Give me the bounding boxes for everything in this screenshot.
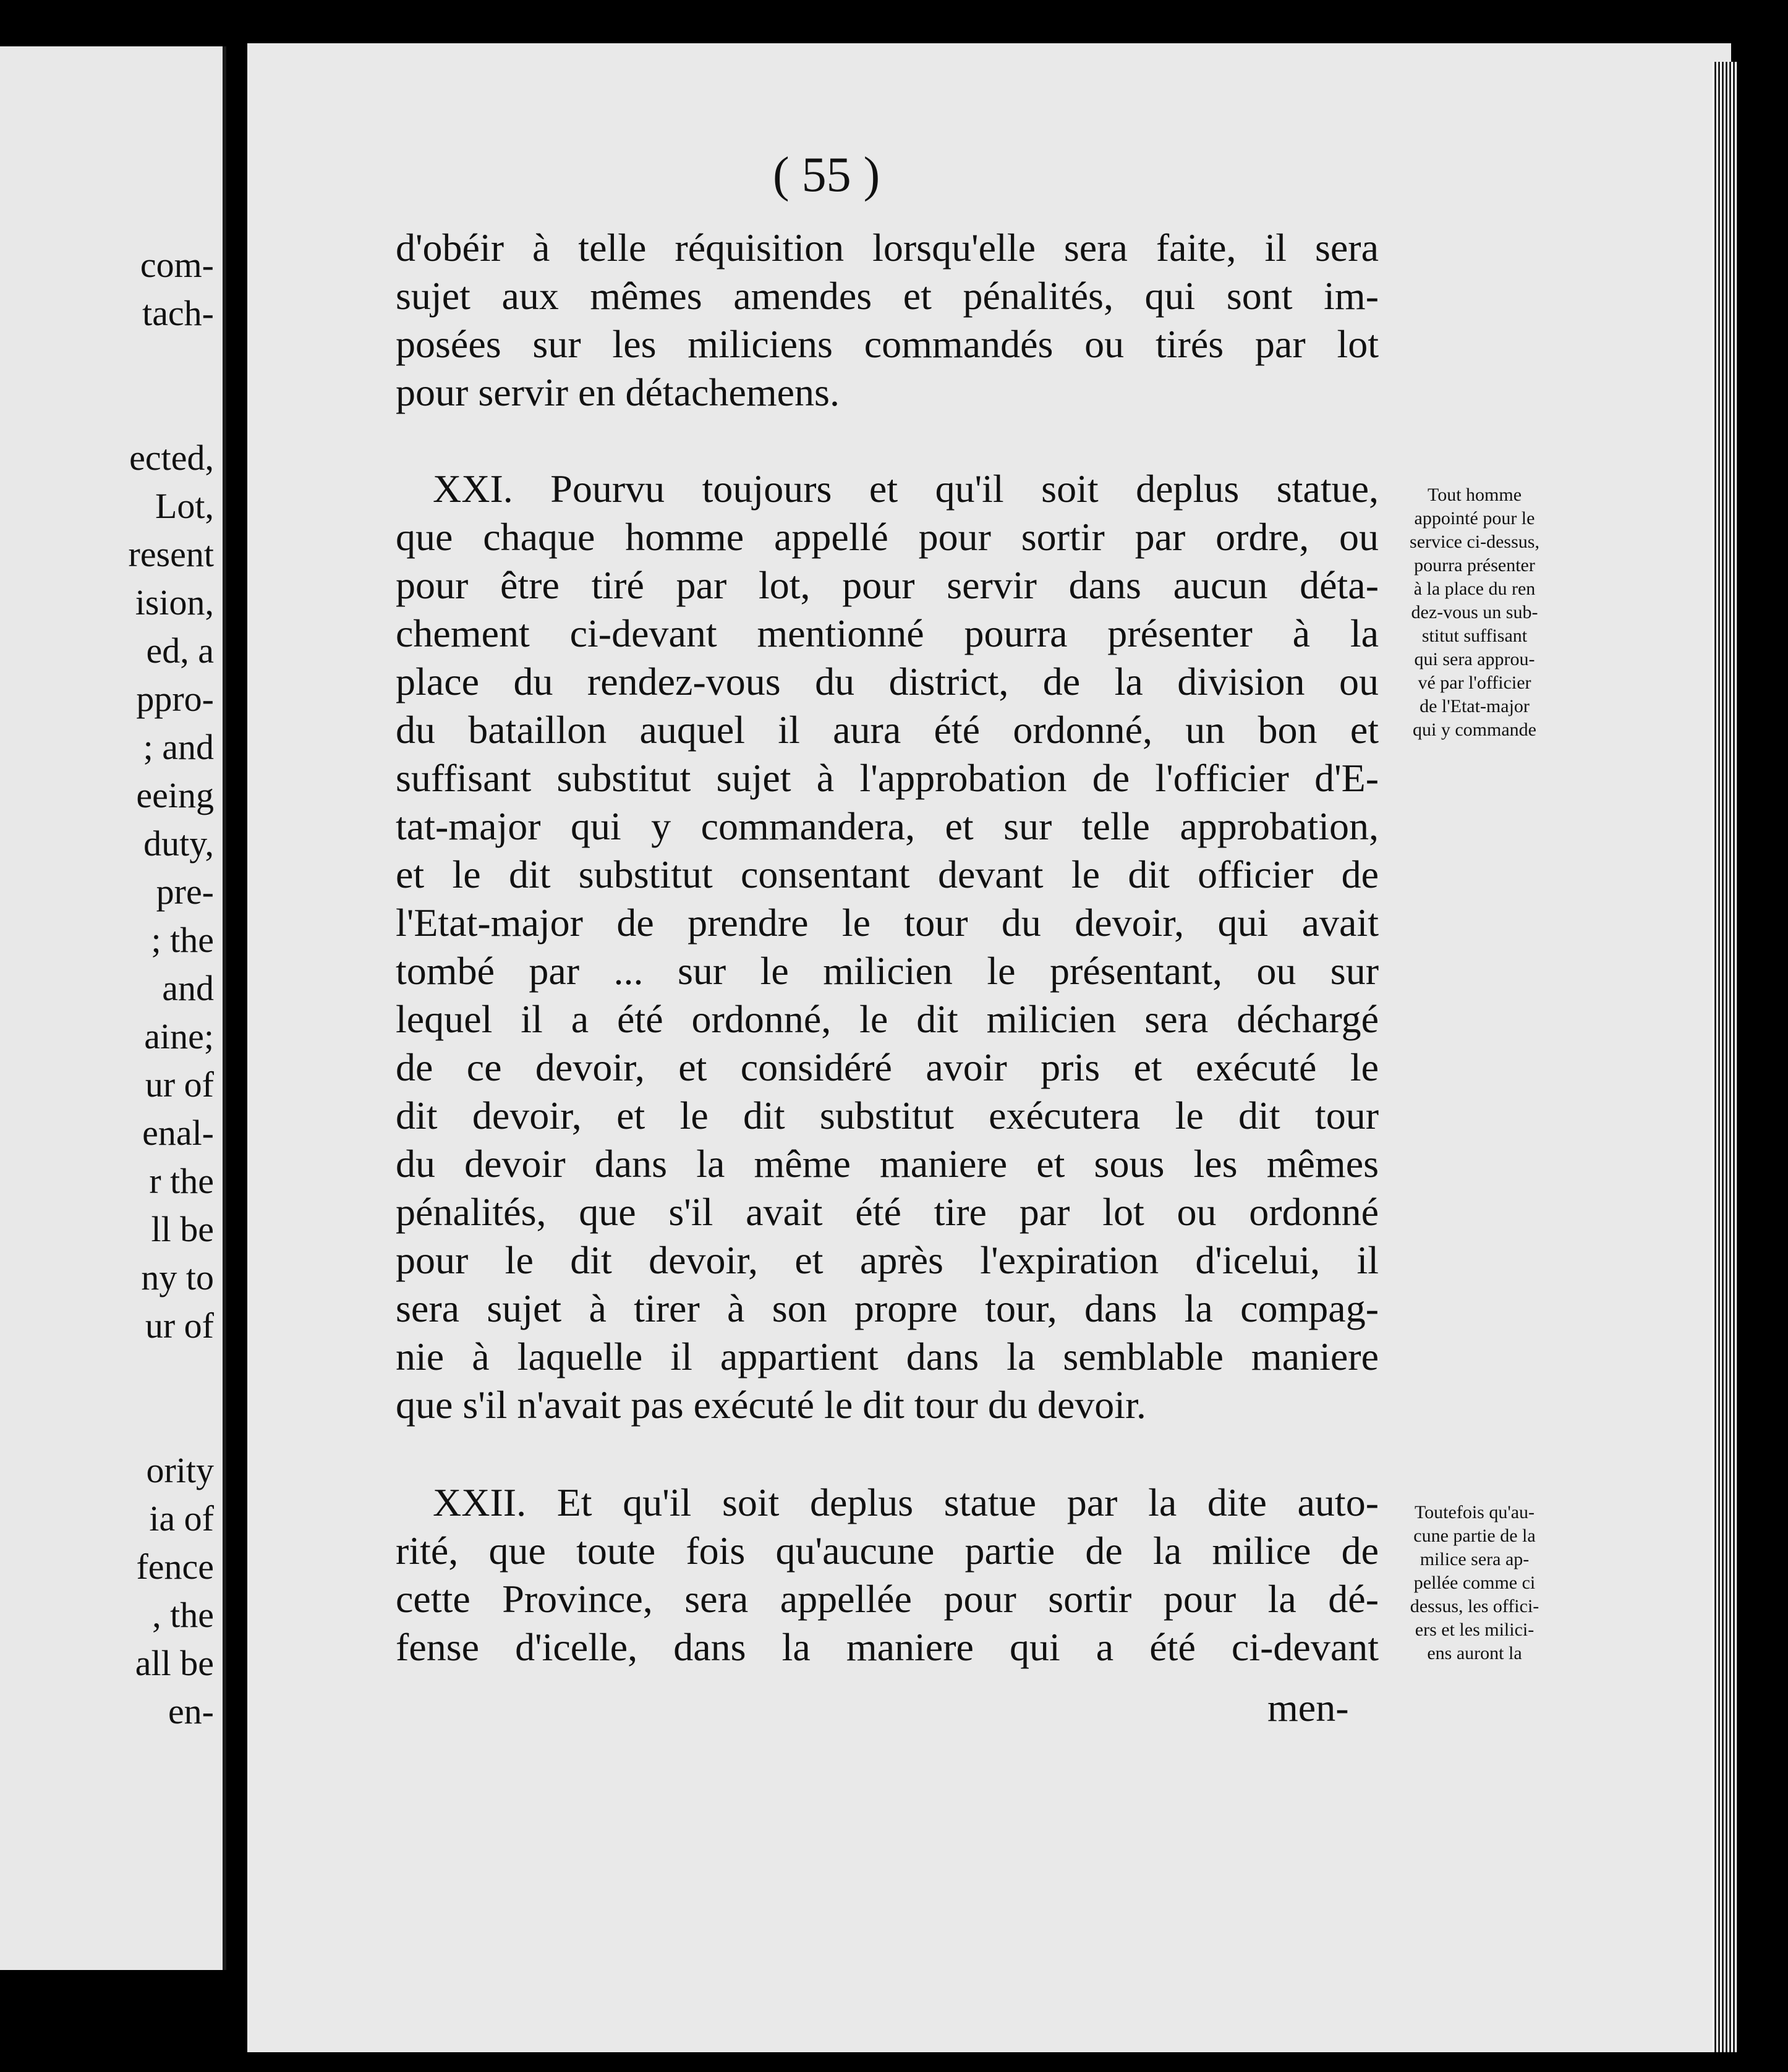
left-page-line: pre-: [156, 872, 214, 912]
marginal-note: [1379, 1501, 1570, 1665]
marginal-note-line: dessus, les offici-: [1410, 1596, 1539, 1616]
page-number: ( 55 ): [773, 148, 880, 202]
left-page-line: ed, a: [146, 631, 214, 671]
left-page-line: resent: [128, 534, 214, 574]
left-page-line: ur of: [145, 1306, 214, 1346]
left-page-line: ppro-: [136, 679, 214, 719]
text-line: du bataillon auquel il aura été ordonné, un bon et: [396, 708, 1379, 752]
left-page-line: fence: [136, 1547, 214, 1587]
text-line: sera sujet à tirer à son propre tour, dans la compag-: [396, 1286, 1379, 1330]
left-page-line: en-: [168, 1691, 214, 1731]
left-page-line: com-: [140, 245, 214, 285]
marginal-note-line: qui sera approu-: [1414, 649, 1535, 669]
text-line: XXI. Pourvu toujours et qu'il soit deplus statue,: [433, 467, 1379, 511]
left-page-line: , the: [152, 1595, 214, 1635]
left-page-line: ected,: [129, 438, 214, 478]
left-page-line: ority: [146, 1450, 214, 1490]
marginal-note-line: à la place du ren: [1413, 579, 1536, 599]
left-page-line: ia of: [149, 1498, 214, 1539]
marginal-note-line: dez-vous un sub-: [1411, 602, 1538, 622]
marginal-note-line: pourra présenter: [1414, 555, 1535, 575]
left-page-line: Lot,: [155, 486, 214, 526]
left-page-line: all be: [135, 1643, 214, 1683]
text-line: pénalités, que s'il avait été tire par lot ou ordonné: [396, 1190, 1379, 1234]
left-page-line: enal-: [142, 1113, 214, 1153]
left-page-fragment: [0, 46, 226, 1970]
text-line: pour servir en détachemens.: [396, 370, 840, 414]
left-page-line: duty,: [143, 823, 214, 864]
left-page-line: r the: [149, 1161, 214, 1201]
marginal-note-line: stitut suffisant: [1421, 626, 1528, 646]
text-line: d'obéir à telle réquisition lorsqu'elle sera faite, il sera: [396, 226, 1379, 270]
marginal-note-line: ers et les milici-: [1415, 1620, 1535, 1640]
text-line: tombé par ... sur le milicien le présentant, ou sur: [396, 949, 1379, 993]
text-line: du devoir dans la même maniere et sous les mêmes: [396, 1142, 1379, 1186]
marginal-note-line: cune partie de la: [1413, 1526, 1536, 1546]
text-line: rité, que toute fois qu'aucune partie de la milice de: [396, 1529, 1379, 1573]
left-page-line: eeing: [136, 775, 214, 815]
text-line: pour le dit devoir, et après l'expiration d'icelui, il: [396, 1238, 1379, 1282]
text-line: que s'il n'avait pas exécuté le dit tour du devoir.: [396, 1383, 1146, 1427]
page-edge: [1713, 62, 1737, 2052]
text-line: dit devoir, et le dit substitut exécutera le dit tour: [396, 1093, 1379, 1137]
marginal-note-line: pellée comme ci: [1413, 1573, 1536, 1593]
text-line: nie à laquelle il appartient dans la semblable maniere: [396, 1335, 1379, 1378]
left-page-line: and: [162, 968, 214, 1008]
text-line: tat-major qui y commandera, et sur telle approbation,: [396, 804, 1379, 848]
text-line: cette Province, sera appellée pour sortir pour la dé-: [396, 1577, 1379, 1621]
text-line: que chaque homme appellé pour sortir par ordre, ou: [396, 515, 1379, 559]
marginal-note-line: milice sera ap-: [1420, 1549, 1530, 1569]
marginal-note: [1379, 483, 1570, 742]
left-page-line: ur of: [145, 1064, 214, 1105]
marginal-note-line: vé par l'officier: [1418, 673, 1531, 693]
marginal-note-line: appointé pour le: [1414, 508, 1535, 529]
left-page-line: ; and: [143, 727, 214, 767]
text-line: et le dit substitut consentant devant le dit officier de: [396, 852, 1379, 896]
text-line: suffisant substitut sujet à l'approbation de l'officier d'E-: [396, 756, 1379, 800]
text-line: fense d'icelle, dans la maniere qui a été ci-devant: [396, 1625, 1379, 1669]
text-line: lequel il a été ordonné, le dit milicien sera déchargé: [396, 997, 1379, 1041]
text-line: pour être tiré par lot, pour servir dans aucun déta-: [396, 563, 1379, 607]
marginal-note-line: service ci-dessus,: [1410, 532, 1539, 552]
marginal-note-line: Tout homme: [1427, 485, 1522, 505]
text-line: l'Etat-major de prendre le tour du devoir, qui avait: [396, 901, 1379, 945]
left-page-line: ny to: [141, 1257, 214, 1297]
marginal-note-line: Toutefois qu'au-: [1414, 1502, 1535, 1522]
text-line: posées sur les miliciens commandés ou tirés par lot: [396, 322, 1379, 366]
marginal-note-line: de l'Etat-major: [1420, 696, 1530, 716]
text-line: XXII. Et qu'il soit deplus statue par la dite auto-: [433, 1480, 1379, 1524]
marginal-note-line: qui y commande: [1413, 720, 1536, 740]
marginal-note-line: ens auront la: [1427, 1643, 1522, 1663]
left-page-line: ll be: [151, 1209, 214, 1249]
left-page-line: ; the: [151, 920, 214, 960]
left-page-line: tach-: [142, 293, 214, 333]
text-line: sujet aux mêmes amendes et pénalités, qui sont im-: [396, 274, 1379, 318]
catchword: men-: [1267, 1686, 1349, 1730]
text-line: de ce devoir, et considéré avoir pris et exécuté le: [396, 1045, 1379, 1089]
left-page-line: aine;: [144, 1016, 214, 1056]
text-line: place du rendez-vous du district, de la division ou: [396, 660, 1379, 703]
left-page-line: ision,: [135, 582, 214, 622]
text-line: chement ci-devant mentionné pourra présenter à la: [396, 611, 1379, 655]
